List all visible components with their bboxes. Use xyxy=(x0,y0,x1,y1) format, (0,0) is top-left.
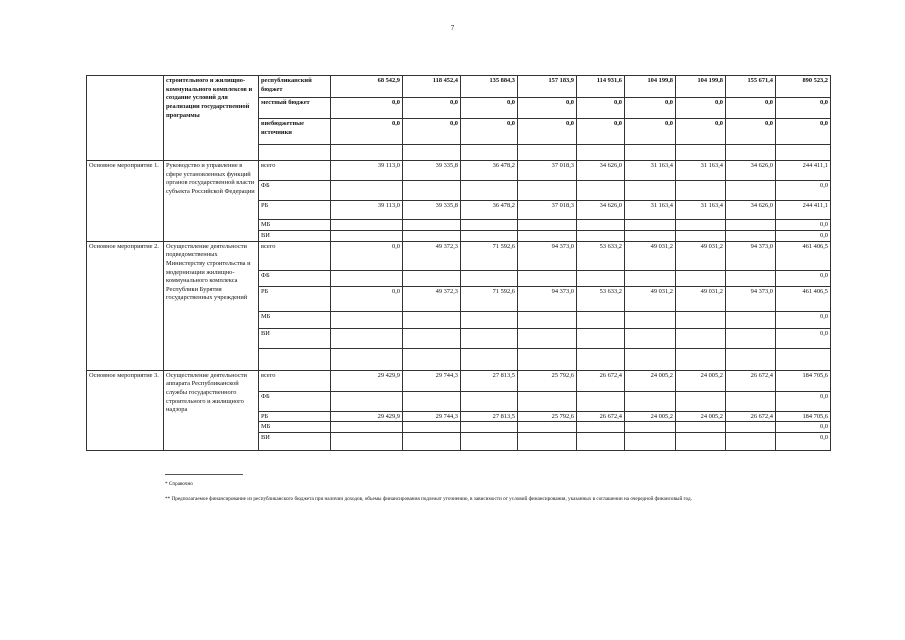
funding-source-cell: ФБ xyxy=(259,181,331,201)
amount-cell xyxy=(461,391,518,411)
amount-cell xyxy=(625,231,676,242)
amount-cell: 36 478,2 xyxy=(461,201,518,220)
amount-cell: 49 031,2 xyxy=(625,286,676,311)
amount-cell: 0,0 xyxy=(461,119,518,145)
amount-cell: 94 373,0 xyxy=(726,286,776,311)
amount-cell: 0,0 xyxy=(331,119,403,145)
event-description-cell: Осуществление деятельности аппарата Республиканской службы государственного строительного и жилищного надзора xyxy=(164,370,259,450)
amount-cell: 31 163,4 xyxy=(676,161,726,181)
funding-source-cell: всего xyxy=(259,241,331,270)
amount-cell xyxy=(461,422,518,433)
amount-cell xyxy=(518,422,577,433)
amount-cell: 34 626,0 xyxy=(726,161,776,181)
amount-cell: 461 406,5 xyxy=(776,286,831,311)
funding-source-cell: ФБ xyxy=(259,270,331,286)
funding-source-cell: всего xyxy=(259,161,331,181)
empty-cell xyxy=(518,348,577,370)
amount-cell: 49 372,3 xyxy=(403,241,461,270)
footnote-separator xyxy=(165,474,243,475)
amount-cell: 890 523,2 xyxy=(776,76,831,98)
amount-cell: 27 813,5 xyxy=(461,370,518,391)
funding-source-cell: ВИ xyxy=(259,231,331,242)
amount-cell xyxy=(461,220,518,231)
amount-cell xyxy=(577,328,625,348)
amount-cell xyxy=(403,391,461,411)
amount-cell: 39 113,0 xyxy=(331,201,403,220)
amount-cell xyxy=(726,311,776,328)
amount-cell xyxy=(461,181,518,201)
amount-cell: 94 373,0 xyxy=(726,241,776,270)
funding-source-cell: МБ xyxy=(259,311,331,328)
amount-cell: 0,0 xyxy=(776,422,831,433)
amount-cell xyxy=(331,220,403,231)
amount-cell: 244 411,1 xyxy=(776,161,831,181)
amount-cell: 0,0 xyxy=(518,98,577,119)
amount-cell xyxy=(331,422,403,433)
amount-cell xyxy=(726,328,776,348)
amount-cell xyxy=(577,270,625,286)
amount-cell xyxy=(625,220,676,231)
funding-source-cell: внебюджетные источники xyxy=(259,119,331,145)
event-name-cell: Основное мероприятие 1. xyxy=(87,161,164,242)
amount-cell: 0,0 xyxy=(625,119,676,145)
amount-cell xyxy=(625,422,676,433)
amount-cell: 0,0 xyxy=(726,98,776,119)
amount-cell xyxy=(403,328,461,348)
amount-cell xyxy=(577,391,625,411)
funding-source-cell: республиканский бюджет xyxy=(259,76,331,98)
amount-cell xyxy=(403,432,461,450)
amount-cell xyxy=(461,432,518,450)
amount-cell xyxy=(518,231,577,242)
empty-cell xyxy=(403,348,461,370)
amount-cell: 27 813,5 xyxy=(461,411,518,422)
amount-cell xyxy=(726,422,776,433)
amount-cell xyxy=(676,422,726,433)
amount-cell: 31 163,4 xyxy=(625,161,676,181)
table-row xyxy=(87,76,831,98)
amount-cell: 0,0 xyxy=(776,231,831,242)
amount-cell: 25 792,6 xyxy=(518,411,577,422)
amount-cell: 135 884,3 xyxy=(461,76,518,98)
amount-cell: 25 792,6 xyxy=(518,370,577,391)
amount-cell: 29 744,3 xyxy=(403,370,461,391)
empty-cell xyxy=(676,348,726,370)
amount-cell: 53 633,2 xyxy=(577,286,625,311)
funding-source-cell: ФБ xyxy=(259,391,331,411)
amount-cell: 0,0 xyxy=(577,119,625,145)
amount-cell xyxy=(726,391,776,411)
footnote-1: * Справочно xyxy=(165,481,193,487)
empty-cell xyxy=(577,348,625,370)
empty-cell xyxy=(726,348,776,370)
amount-cell: 36 478,2 xyxy=(461,161,518,181)
amount-cell: 118 452,4 xyxy=(403,76,461,98)
funding-source-cell: местный бюджет xyxy=(259,98,331,119)
amount-cell xyxy=(726,220,776,231)
empty-cell xyxy=(776,348,831,370)
empty-cell xyxy=(625,348,676,370)
amount-cell xyxy=(625,270,676,286)
table-row xyxy=(87,241,831,270)
amount-cell xyxy=(331,181,403,201)
amount-cell: 94 373,0 xyxy=(518,286,577,311)
amount-cell: 0,0 xyxy=(776,328,831,348)
amount-cell: 0,0 xyxy=(776,432,831,450)
amount-cell xyxy=(577,220,625,231)
financing-table xyxy=(86,75,831,451)
amount-cell: 37 018,3 xyxy=(518,201,577,220)
amount-cell: 94 373,0 xyxy=(518,241,577,270)
amount-cell xyxy=(625,328,676,348)
amount-cell: 49 372,3 xyxy=(403,286,461,311)
table-body xyxy=(87,76,831,451)
amount-cell: 34 626,0 xyxy=(577,161,625,181)
amount-cell xyxy=(331,391,403,411)
amount-cell xyxy=(676,391,726,411)
amount-cell xyxy=(403,270,461,286)
event-name-cell xyxy=(87,76,164,161)
amount-cell: 104 199,8 xyxy=(676,76,726,98)
funding-source-cell: РБ xyxy=(259,201,331,220)
amount-cell: 24 005,2 xyxy=(625,370,676,391)
amount-cell xyxy=(461,231,518,242)
amount-cell: 34 626,0 xyxy=(726,201,776,220)
amount-cell: 29 744,3 xyxy=(403,411,461,422)
empty-cell xyxy=(259,145,331,161)
amount-cell: 31 163,4 xyxy=(625,201,676,220)
amount-cell: 0,0 xyxy=(625,98,676,119)
amount-cell xyxy=(331,231,403,242)
empty-cell xyxy=(518,145,577,161)
amount-cell xyxy=(577,181,625,201)
amount-cell: 68 542,9 xyxy=(331,76,403,98)
amount-cell xyxy=(676,432,726,450)
amount-cell: 0,0 xyxy=(403,119,461,145)
amount-cell: 104 199,8 xyxy=(625,76,676,98)
amount-cell xyxy=(726,270,776,286)
amount-cell: 0,0 xyxy=(461,98,518,119)
funding-source-cell: МБ xyxy=(259,220,331,231)
amount-cell: 26 672,4 xyxy=(726,411,776,422)
amount-cell: 24 005,2 xyxy=(676,411,726,422)
event-name-cell: Основное мероприятие 2. xyxy=(87,241,164,370)
empty-cell xyxy=(776,145,831,161)
amount-cell: 53 633,2 xyxy=(577,241,625,270)
amount-cell xyxy=(518,432,577,450)
amount-cell: 0,0 xyxy=(776,98,831,119)
amount-cell xyxy=(518,311,577,328)
amount-cell: 184 705,6 xyxy=(776,411,831,422)
amount-cell xyxy=(331,328,403,348)
amount-cell: 184 705,6 xyxy=(776,370,831,391)
amount-cell: 0,0 xyxy=(726,119,776,145)
amount-cell: 155 671,4 xyxy=(726,76,776,98)
amount-cell xyxy=(461,328,518,348)
amount-cell xyxy=(331,311,403,328)
empty-cell xyxy=(676,145,726,161)
amount-cell xyxy=(331,270,403,286)
amount-cell xyxy=(518,391,577,411)
empty-cell xyxy=(331,348,403,370)
amount-cell: 31 163,4 xyxy=(676,201,726,220)
amount-cell: 0,0 xyxy=(403,98,461,119)
amount-cell: 26 672,4 xyxy=(577,370,625,391)
amount-cell xyxy=(676,311,726,328)
amount-cell xyxy=(403,311,461,328)
amount-cell xyxy=(676,231,726,242)
page-number: 7 xyxy=(450,24,455,32)
amount-cell: 157 183,9 xyxy=(518,76,577,98)
amount-cell: 0,0 xyxy=(331,98,403,119)
amount-cell: 39 113,0 xyxy=(331,161,403,181)
amount-cell: 0,0 xyxy=(577,98,625,119)
amount-cell xyxy=(726,231,776,242)
amount-cell xyxy=(625,181,676,201)
amount-cell: 29 429,9 xyxy=(331,370,403,391)
amount-cell: 0,0 xyxy=(676,119,726,145)
amount-cell: 49 031,2 xyxy=(676,286,726,311)
amount-cell: 0,0 xyxy=(776,391,831,411)
empty-cell xyxy=(577,145,625,161)
empty-cell xyxy=(461,145,518,161)
amount-cell: 39 335,8 xyxy=(403,161,461,181)
amount-cell xyxy=(331,432,403,450)
amount-cell: 29 429,9 xyxy=(331,411,403,422)
amount-cell xyxy=(461,311,518,328)
amount-cell xyxy=(726,181,776,201)
amount-cell xyxy=(577,432,625,450)
amount-cell: 461 406,5 xyxy=(776,241,831,270)
amount-cell xyxy=(518,220,577,231)
amount-cell xyxy=(676,181,726,201)
event-description-cell: Осуществление деятельности подведомственных Министерству строительства и модернизации жилищно-коммунального комплекса Республики Бурятия государственных учреждений xyxy=(164,241,259,370)
amount-cell: 0,0 xyxy=(776,119,831,145)
empty-cell xyxy=(331,145,403,161)
empty-cell xyxy=(726,145,776,161)
amount-cell: 37 018,3 xyxy=(518,161,577,181)
amount-cell xyxy=(577,311,625,328)
empty-cell xyxy=(625,145,676,161)
event-name-cell: Основное мероприятие 3. xyxy=(87,370,164,450)
amount-cell: 0,0 xyxy=(776,270,831,286)
amount-cell: 0,0 xyxy=(331,286,403,311)
event-description-cell: Руководство и управление в сфере установленных функций органов государственной власти субъекта Российской Федерации xyxy=(164,161,259,242)
amount-cell xyxy=(625,391,676,411)
amount-cell xyxy=(403,231,461,242)
amount-cell xyxy=(403,220,461,231)
amount-cell: 24 005,2 xyxy=(676,370,726,391)
amount-cell: 71 592,6 xyxy=(461,241,518,270)
amount-cell: 0,0 xyxy=(518,119,577,145)
empty-cell xyxy=(403,145,461,161)
amount-cell: 49 031,2 xyxy=(625,241,676,270)
amount-cell xyxy=(625,432,676,450)
amount-cell: 0,0 xyxy=(776,311,831,328)
footnote-2: ** Предполагаемое финансирование из республиканского бюджета при наличии доходов, объемы финансирования подлежат уточнению, в зависимости от условий финансирования, указанных в соглашении на очередной финансовый год. xyxy=(165,496,692,502)
amount-cell xyxy=(577,422,625,433)
empty-cell xyxy=(259,348,331,370)
amount-cell xyxy=(676,270,726,286)
empty-cell xyxy=(461,348,518,370)
table-row xyxy=(87,370,831,391)
amount-cell xyxy=(518,181,577,201)
amount-cell: 244 411,1 xyxy=(776,201,831,220)
amount-cell: 0,0 xyxy=(331,241,403,270)
funding-source-cell: всего xyxy=(259,370,331,391)
amount-cell: 49 031,2 xyxy=(676,241,726,270)
amount-cell xyxy=(403,422,461,433)
amount-cell: 0,0 xyxy=(776,181,831,201)
amount-cell xyxy=(676,328,726,348)
amount-cell: 114 931,6 xyxy=(577,76,625,98)
funding-source-cell: РБ xyxy=(259,286,331,311)
amount-cell xyxy=(461,270,518,286)
funding-source-cell: МБ xyxy=(259,422,331,433)
amount-cell: 0,0 xyxy=(676,98,726,119)
amount-cell xyxy=(676,220,726,231)
table-row xyxy=(87,161,831,181)
amount-cell: 26 672,4 xyxy=(726,370,776,391)
amount-cell xyxy=(625,311,676,328)
amount-cell: 26 672,4 xyxy=(577,411,625,422)
funding-source-cell: ВИ xyxy=(259,328,331,348)
amount-cell: 24 005,2 xyxy=(625,411,676,422)
amount-cell xyxy=(726,432,776,450)
amount-cell xyxy=(518,328,577,348)
amount-cell: 71 592,6 xyxy=(461,286,518,311)
amount-cell xyxy=(403,181,461,201)
funding-source-cell: РБ xyxy=(259,411,331,422)
amount-cell: 0,0 xyxy=(776,220,831,231)
amount-cell: 34 626,0 xyxy=(577,201,625,220)
amount-cell xyxy=(518,270,577,286)
amount-cell: 39 335,8 xyxy=(403,201,461,220)
funding-source-cell: ВИ xyxy=(259,432,331,450)
amount-cell xyxy=(577,231,625,242)
event-description-cell: строительного и жилищно-коммунального комплексов и создание условий для реализации государственной программы xyxy=(164,76,259,161)
